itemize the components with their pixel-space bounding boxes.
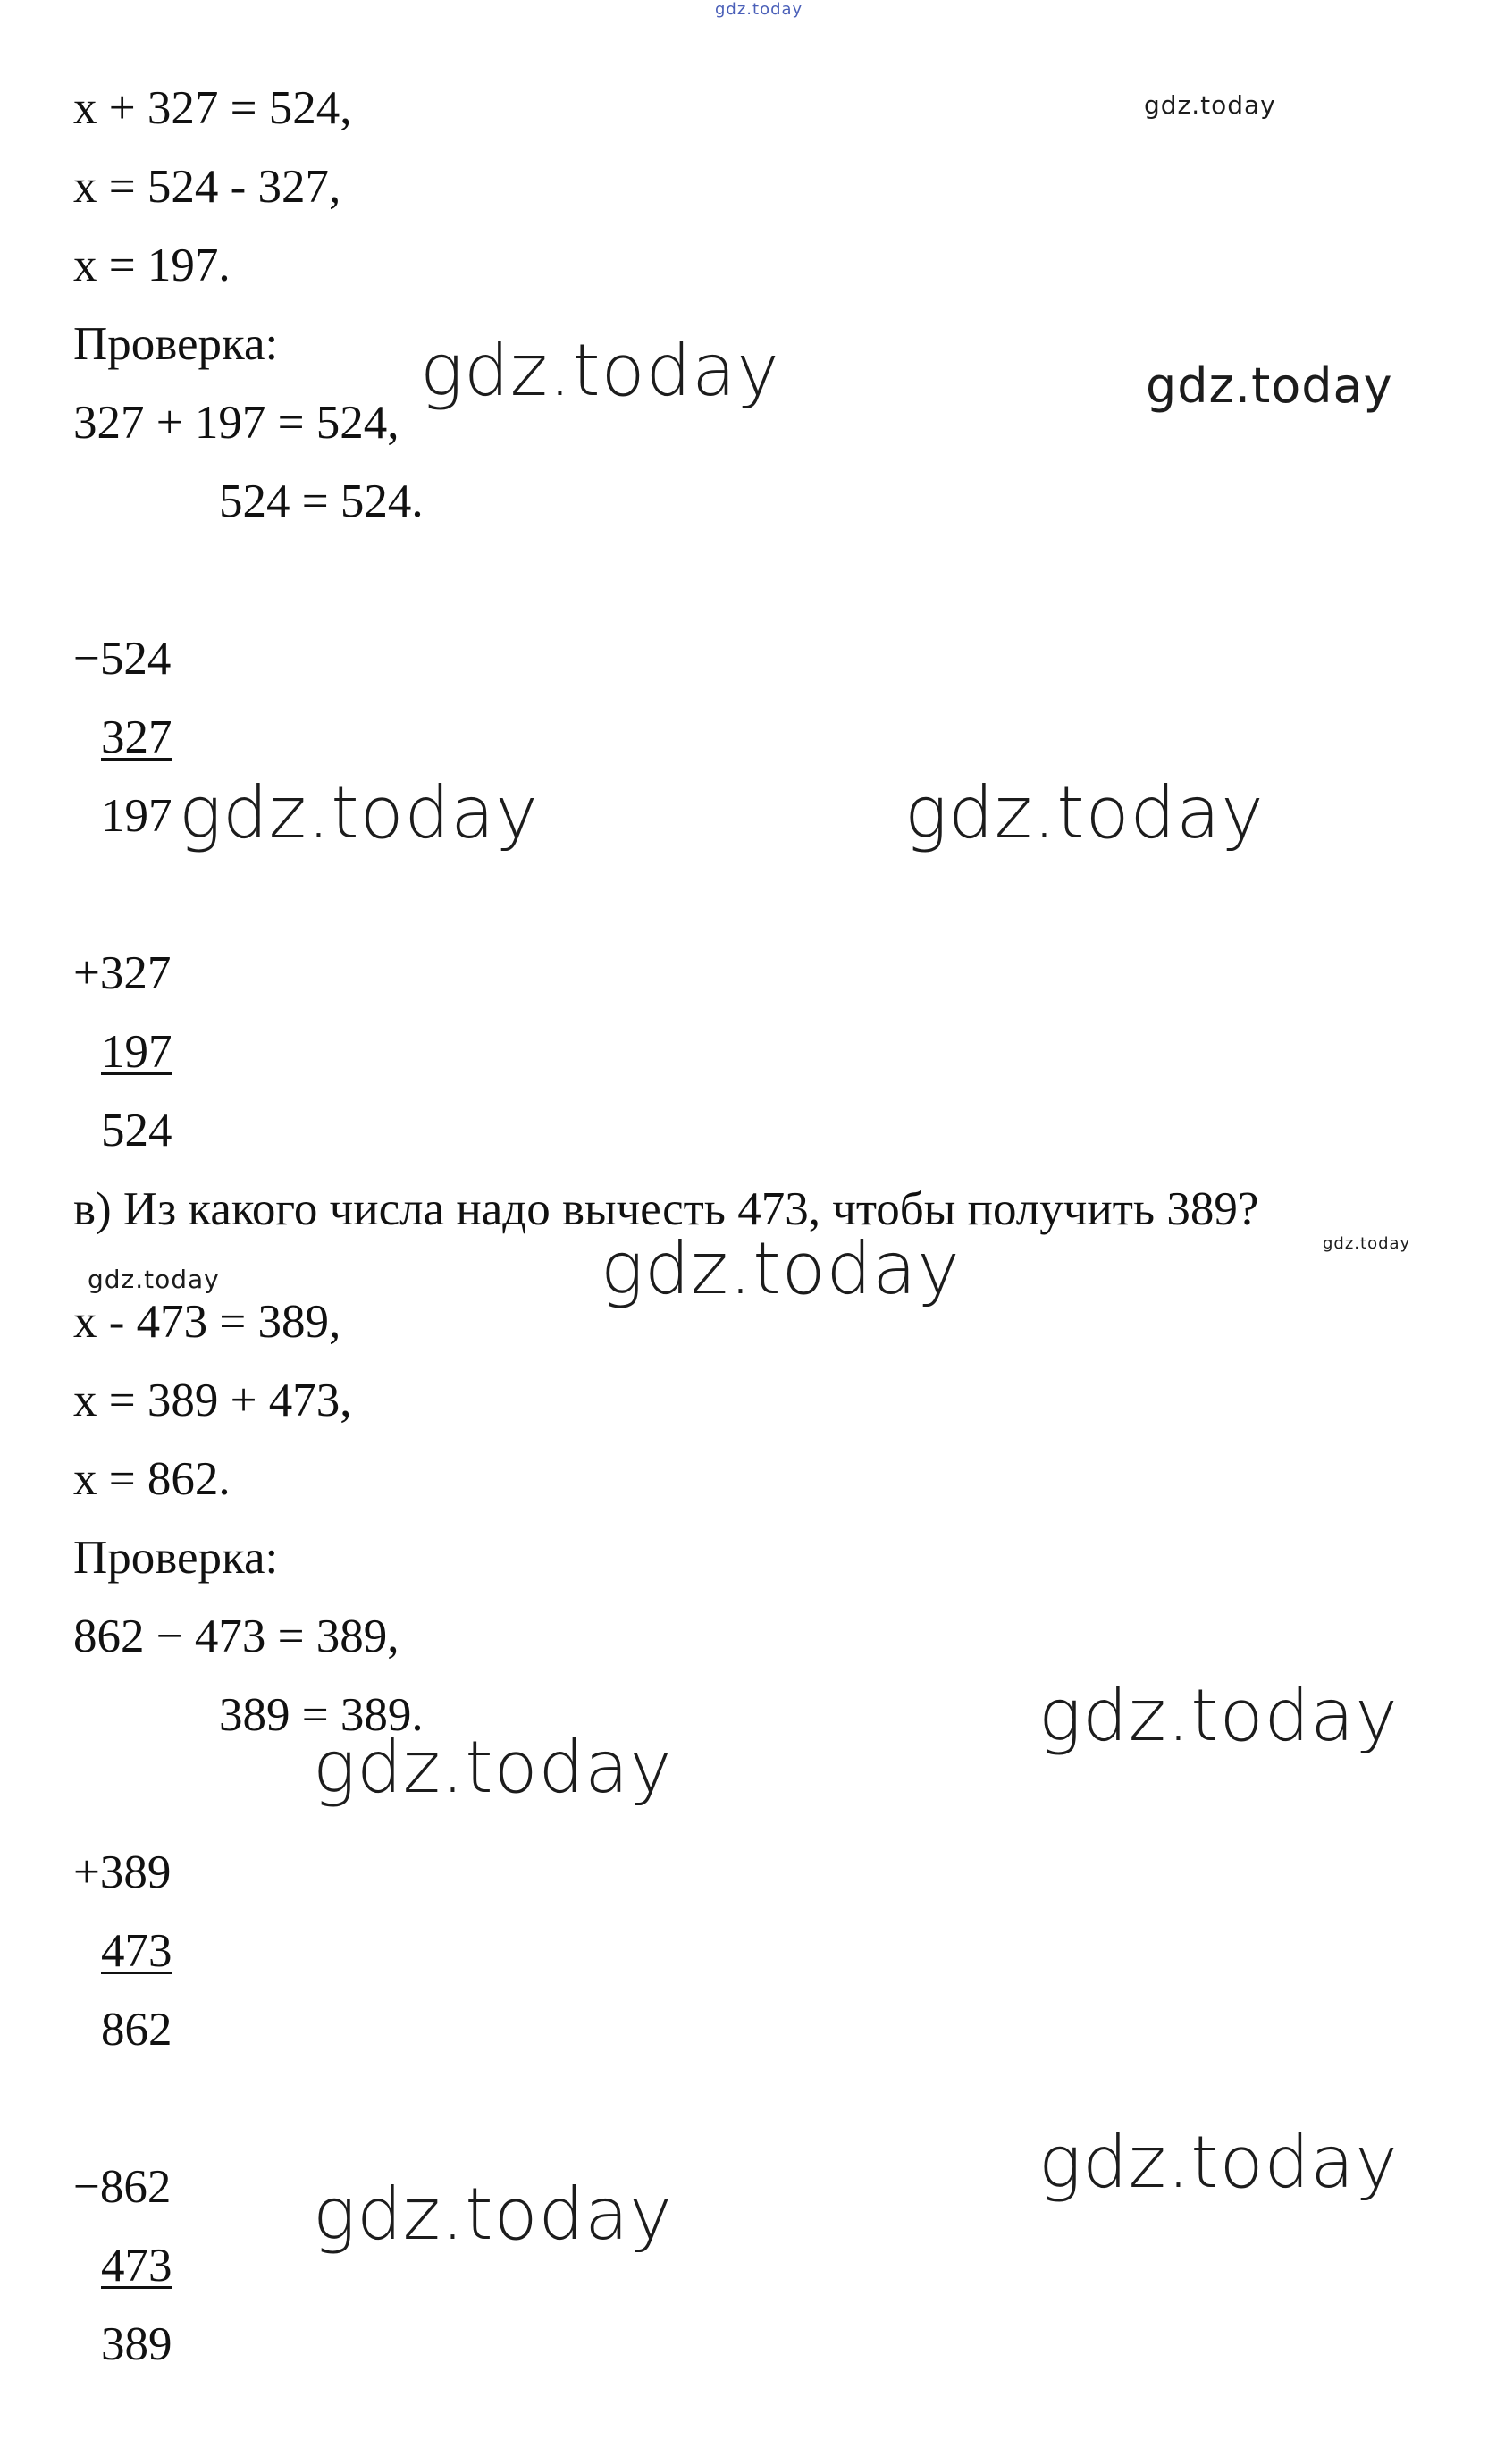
watermark: gdz.today — [904, 771, 1265, 854]
check-line-2: 524 = 524. — [219, 475, 424, 527]
question-v: в) Из какого числа надо вычесть 473, чтобы получить 389? — [73, 1183, 1259, 1235]
column-sub2-top: −862 — [73, 2161, 172, 2213]
column-sub-top: −524 — [73, 633, 172, 685]
watermark: gdz.today — [1038, 1674, 1399, 1757]
column-add2-addend: 473 — [101, 1925, 172, 1977]
watermark: gdz.today — [1038, 2121, 1399, 2204]
check-label-2: Проверка: — [73, 1532, 279, 1584]
watermark: gdz.today — [420, 329, 780, 412]
check-label: Проверка: — [73, 318, 279, 370]
equation-line-6: x = 862. — [73, 1453, 231, 1505]
watermark: gdz.today — [313, 1726, 673, 1809]
column-add-top: +327 — [73, 947, 172, 999]
watermark: gdz.today — [601, 1227, 961, 1310]
column-add2-top: +389 — [73, 1846, 172, 1898]
check-line-3: 862 − 473 = 389, — [73, 1610, 399, 1662]
watermark: gdz.today — [715, 0, 803, 19]
equation-line-1: x + 327 = 524, — [73, 82, 352, 134]
equation-line-4: x - 473 = 389, — [73, 1296, 341, 1348]
check-line-4: 389 = 389. — [219, 1689, 424, 1741]
column-add-addend: 197 — [101, 1026, 172, 1078]
column-add-result: 524 — [101, 1105, 172, 1156]
column-sub-result: 197 — [101, 790, 172, 842]
watermark: gdz.today — [1144, 90, 1276, 120]
equation-line-2: x = 524 - 327, — [73, 161, 341, 213]
column-sub-subtrahend: 327 — [101, 711, 172, 763]
column-sub2-subtrahend: 473 — [101, 2240, 172, 2292]
watermark: gdz.today — [313, 2173, 673, 2256]
watermark: gdz.today — [1323, 1234, 1411, 1253]
equation-line-5: x = 389 + 473, — [73, 1375, 352, 1426]
watermark: gdz.today — [88, 1265, 220, 1294]
watermark: gdz.today — [179, 771, 539, 854]
watermark: gdz.today — [1146, 357, 1393, 414]
equation-line-3: x = 197. — [73, 240, 231, 291]
check-line-1: 327 + 197 = 524, — [73, 397, 399, 449]
column-sub2-result: 389 — [101, 2318, 172, 2370]
column-add2-result: 862 — [101, 2004, 172, 2056]
